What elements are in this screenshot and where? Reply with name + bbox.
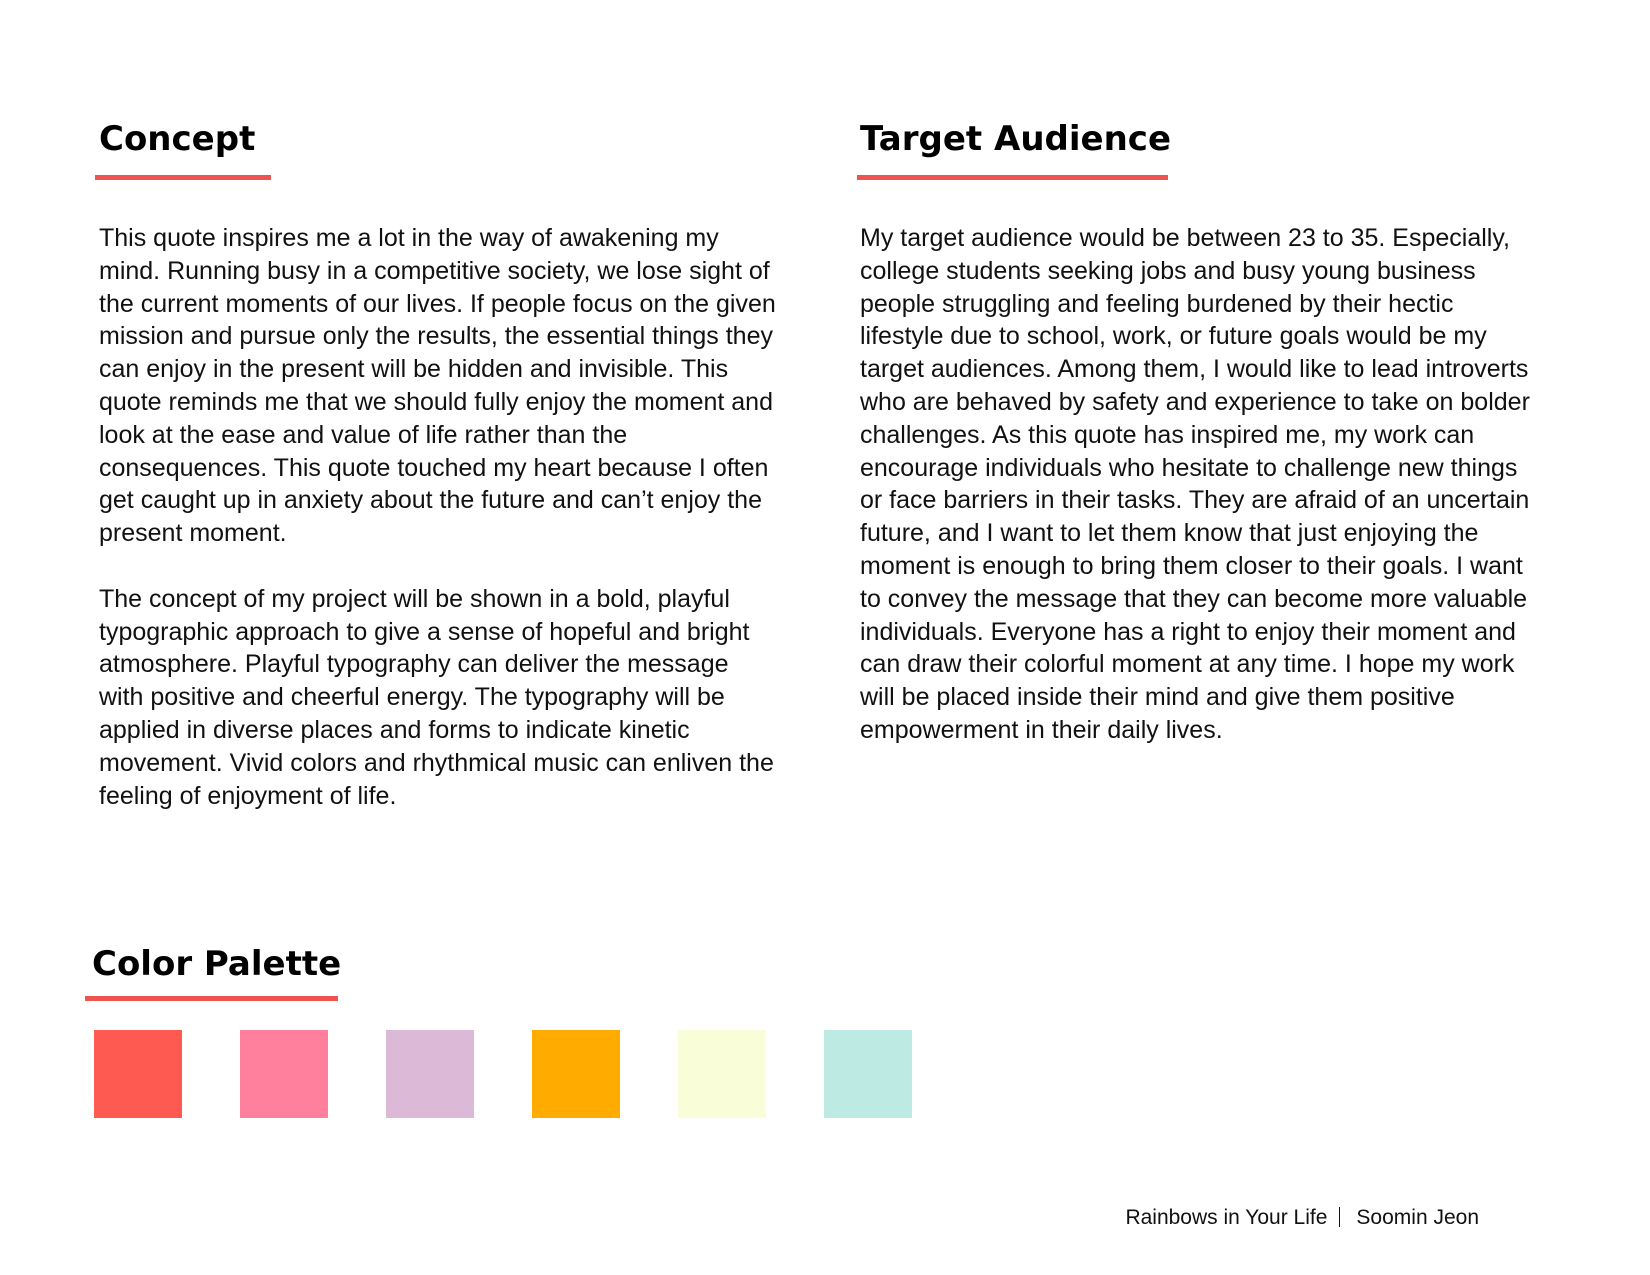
concept-body [99,222,779,812]
color-swatch-orange [532,1030,620,1118]
color-swatch-lavender [386,1030,474,1118]
target-audience-paragraph: My target audience would be between 23 to 35. Especially, college students seeking jobs and busy young business people struggling and feeling burdened by their hectic lifestyle due to school, work, or future goals would be my target audiences. Among them, I would like to lead introverts who are behaved by safety and experience to take on bolder challenges. As this quote has inspired me, my work can encourage individuals who hesitate to challenge new things or face barriers in their tasks. They are afraid of an uncertain future, and I want to let them know that just enjoying the moment is enough to bring them closer to their goals. I want to convey the message that they can become more valuable individuals. Everyone has a right to enjoy their moment and can draw their colorful moment at any time. I hope my work will be placed inside their mind and give them positive empowerment in their daily lives. [860,224,1530,744]
footer [1125,1205,1479,1231]
color-swatch-red [94,1030,182,1118]
color-palette-heading: Color Palette [92,944,342,984]
footer-project-title: Rainbows in Your Life [1125,1206,1328,1229]
color-swatch-mint [824,1030,912,1118]
footer-separator [1339,1207,1340,1227]
concept-paragraph-1: This quote inspires me a lot in the way of awakening my mind. Running busy in a competitive society, we lose sight of the current moments of our lives. If people focus on the given mission and pursue only the results, the essential things they can enjoy in the present will be hidden and invisible. This quote reminds me that we should fully enjoy the moment and look at the ease and value of life rather than the consequences. This quote touched my heart because I often get caught up in anxiety about the future and can’t enjoy the present moment. [99,224,776,548]
concept-heading: Concept [99,119,256,159]
target-audience-heading: Target Audience [860,119,1171,159]
color-swatch-cream [678,1030,766,1118]
color-palette-heading-underline [85,996,338,1001]
concept-paragraph-2: The concept of my project will be shown in a bold, playful typographic approach to give a sense of hopeful and bright atmosphere. Playful typography can deliver the message with positive and cheerful energy. The typography will be applied in diverse places and forms to indicate kinetic movement. Vivid colors and rhythmical music can enliven the feeling of enjoyment of life. [99,584,774,810]
color-swatch-pink [240,1030,328,1118]
target-audience-body [860,222,1542,747]
footer-author: Soomin Jeon [1356,1206,1479,1229]
target-audience-heading-underline [857,175,1168,180]
concept-heading-underline [95,175,271,180]
